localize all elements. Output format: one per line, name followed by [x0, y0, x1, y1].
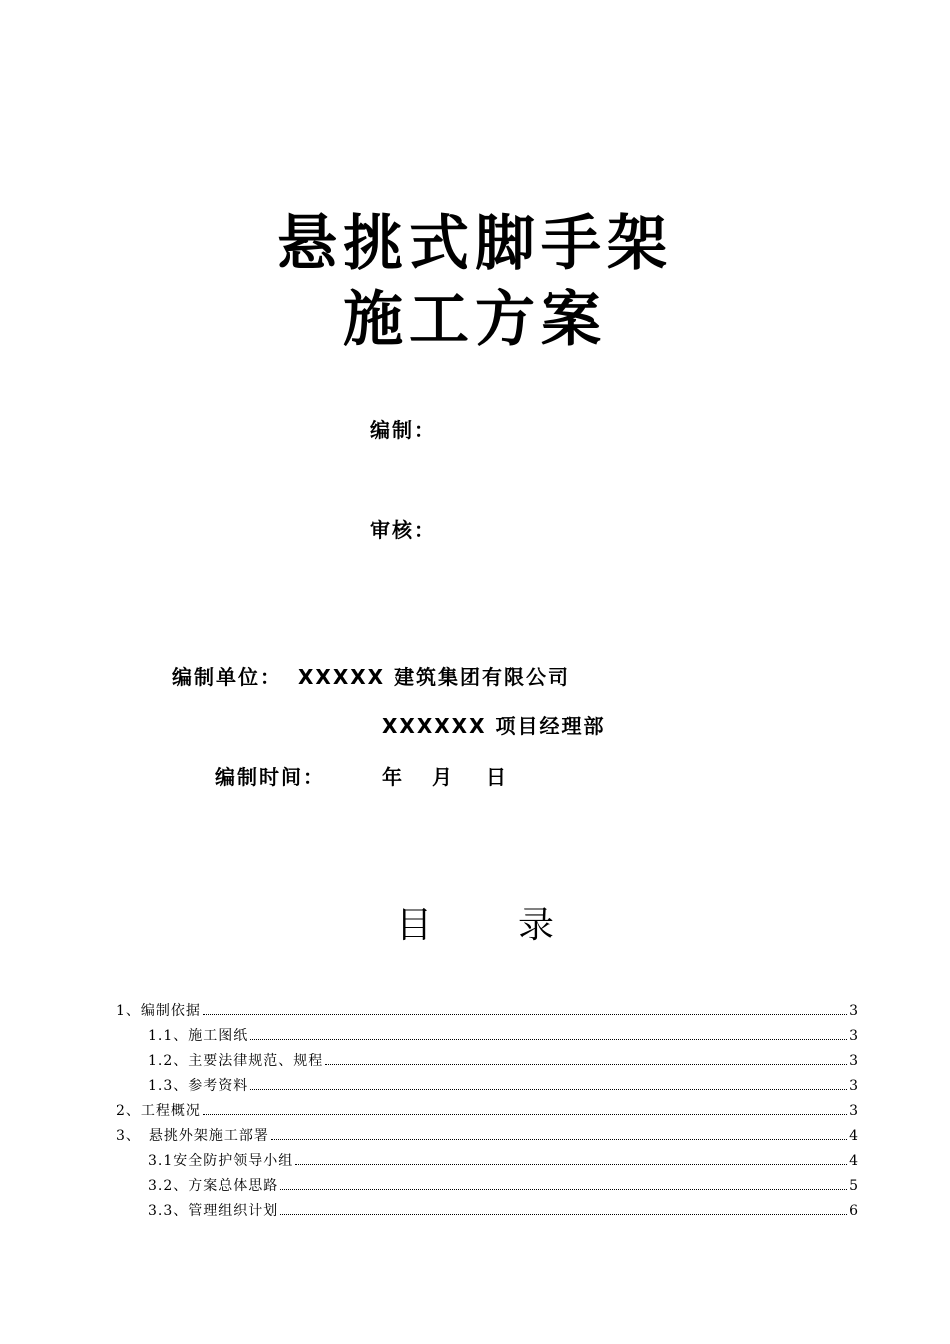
toc-heading: [0, 906, 950, 946]
toc-entry[interactable]: [116, 1127, 858, 1145]
toc-leader: [325, 1064, 847, 1065]
reviewer-label: 审核：: [370, 518, 436, 542]
toc-entry[interactable]: [116, 1002, 858, 1020]
toc-entry-page: 3: [849, 1078, 858, 1094]
toc-entry-label: 3.3、管理组织计划: [148, 1203, 279, 1219]
toc-entry-page: 3: [849, 1028, 858, 1044]
toc-entry-page: 3: [849, 1053, 858, 1069]
unit-name: XXXXX 建筑集团有限公司: [298, 665, 571, 689]
toc-entry-label: 3、 悬挑外架施工部署: [116, 1128, 269, 1144]
toc-entry-page: 4: [849, 1153, 858, 1169]
toc-entry-label: 3.1安全防护领导小组: [148, 1153, 294, 1169]
toc-entry-label: 1.2、主要法律规范、规程: [148, 1053, 324, 1069]
toc-entry-page: 3: [849, 1103, 858, 1119]
toc-leader: [203, 1114, 847, 1115]
document-title-line2: 施工方案: [343, 285, 607, 355]
toc-entry[interactable]: [148, 1077, 858, 1095]
toc-leader: [250, 1089, 847, 1090]
toc-entry-page: 3: [849, 1003, 858, 1019]
date-label: 编制时间：: [215, 765, 325, 789]
toc-entry[interactable]: [148, 1052, 858, 1070]
toc-entry[interactable]: [148, 1027, 858, 1045]
toc-leader: [280, 1214, 847, 1215]
toc-entry-label: 3.2、方案总体思路: [148, 1178, 279, 1194]
toc-heading-left: 目: [395, 905, 432, 946]
toc-leader: [280, 1189, 847, 1190]
toc-entry-label: 1.3、参考资料: [148, 1078, 249, 1094]
toc-leader: [295, 1164, 847, 1165]
toc-entry-page: 6: [849, 1203, 858, 1219]
toc-entry-label: 2、工程概况: [116, 1103, 201, 1119]
toc-entry[interactable]: [148, 1177, 858, 1195]
toc-entry[interactable]: [116, 1102, 858, 1120]
compiler-label: 编制：: [370, 418, 436, 442]
document-title-line1: 悬挑式脚手架: [277, 209, 673, 279]
date-year: 年: [382, 765, 404, 789]
date-month: 月: [432, 765, 454, 789]
toc-entry-page: 5: [849, 1178, 858, 1194]
toc-entry-label: 1.1、施工图纸: [148, 1028, 249, 1044]
toc-leader: [203, 1014, 847, 1015]
toc-entry[interactable]: [148, 1202, 858, 1220]
date-day: 日: [486, 765, 508, 789]
department-name: XXXXXX 项目经理部: [382, 714, 606, 738]
toc-entry[interactable]: [148, 1152, 858, 1170]
toc-entry-page: 4: [849, 1128, 858, 1144]
toc-entry-label: 1、编制依据: [116, 1003, 201, 1019]
toc-leader: [250, 1039, 847, 1040]
toc-heading-right: 录: [518, 905, 555, 946]
toc-leader: [271, 1139, 847, 1140]
unit-label: 编制单位：: [172, 665, 282, 689]
